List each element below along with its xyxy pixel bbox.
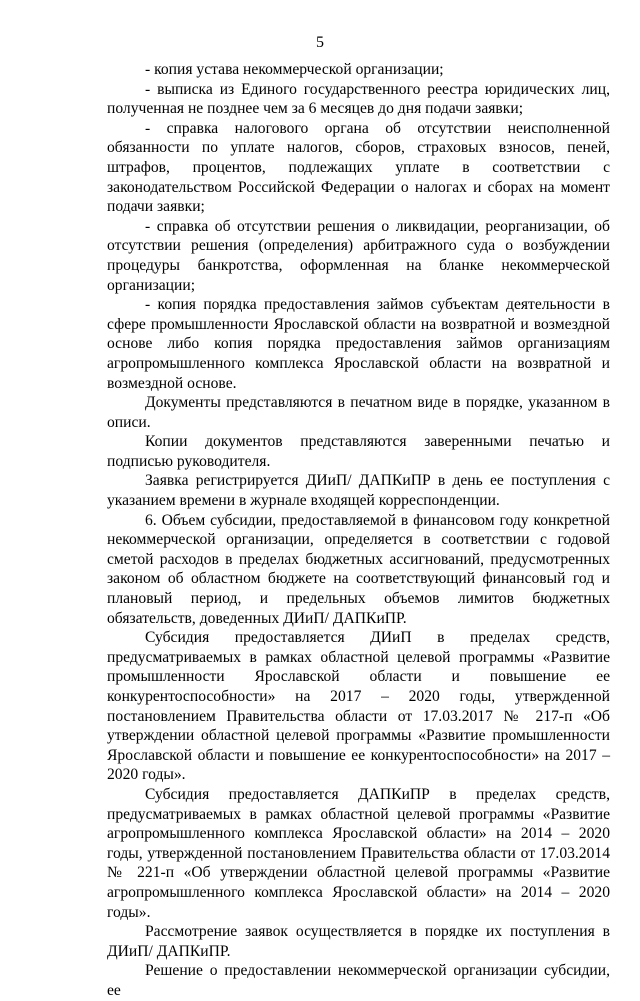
- page-number: 5: [316, 34, 324, 51]
- paragraph-loan-procedure-copy: - копия порядка предоставления займов субъектам деятельности в сфере промышленности Ярославской области на возвратной и возмездной основе либо копия порядка предоставления займов организациям агропромышленного комплекса Ярославской области на возвратной и возмездной основе.: [107, 296, 610, 392]
- paragraph-tax-certificate: - справка налогового органа об отсутствии неисполненной обязанности по уплате налогов, сборов, страховых взносов, пеней, штрафов, процентов, подлежащих уплате в соответствии с законодательством Российской Федерации о налогах и сборах на момент подачи заявки;: [107, 119, 610, 216]
- paragraph-printed-documents: Документы представляются в печатном виде в порядке, указанном в описи.: [107, 394, 610, 431]
- paragraph-diip-subsidy: Субсидия предоставляется ДИиП в пределах средств, предусматриваемых в рамках областной целевой программы «Развитие промышленности Ярославской области и повышение ее конкурентоспособности» на 2017 – 2020 годы, утвержденной постановлением Правительства области от 17.03.2017 № 217-п «Об утверждении областной целевой программы «Развитие промышленности Ярославской области и повышение ее конкурентоспособности» на 2017 – 2020 годы».: [107, 629, 610, 784]
- paragraph-charter-copy: - копия устава некоммерческой организации;: [145, 61, 444, 78]
- paragraph-liquidation-certificate: - справка об отсутствии решения о ликвидации, реорганизации, об отсутствии решения (определения) арбитражного суда о возбуждении процедуры банкротства, оформленная на бланке некоммерческой организации;: [107, 217, 610, 294]
- document-body: [107, 60, 610, 1001]
- paragraph-registry-extract: - выписка из Единого государственного реестра юридических лиц, полученная не позднее чем за 6 месяцев до дня подачи заявки;: [107, 80, 610, 118]
- paragraph-subsidy-decision: Решение о предоставлении некоммерческой организации субсидии, ее: [107, 962, 610, 999]
- paragraph-application-review: Рассмотрение заявок осуществляется в порядке их поступления в ДИиП/ ДАПКиПР.: [107, 923, 610, 960]
- paragraph-application-registration: Заявка регистрируется ДИиП/ ДАПКиПР в день ее поступления с указанием времени в журнале входящей корреспонденции.: [107, 472, 610, 510]
- paragraph-certified-copies: Копии документов представляются заверенными печатью и подписью руководителя.: [107, 433, 610, 470]
- paragraph-dapkipr-subsidy: Субсидия предоставляется ДАПКиПР в пределах средств, предусматриваемых в рамках областной целевой программы «Развитие агропромышленного комплекса Ярославской области» на 2014 – 2020 годы, утвержденной постановлением Правительства области от 17.03.2014 № 221-п «Об утверждении областной целевой программы «Развитие агропромышленного комплекса Ярославской области» на 2014 – 2020 годы».: [107, 785, 610, 921]
- paragraph-subsidy-volume: 6. Объем субсидии, предоставляемой в финансовом году конкретной некоммерческой организации, определяется в соответствии с годовой сметой расходов в пределах бюджетных ассигнований, предусмотренных законом об областном бюджете на соответствующий финансовый год и плановый период, и предельных объемов лимитов бюджетных обязательств, доведенных ДИиП/ ДАПКиПР.: [107, 511, 610, 627]
